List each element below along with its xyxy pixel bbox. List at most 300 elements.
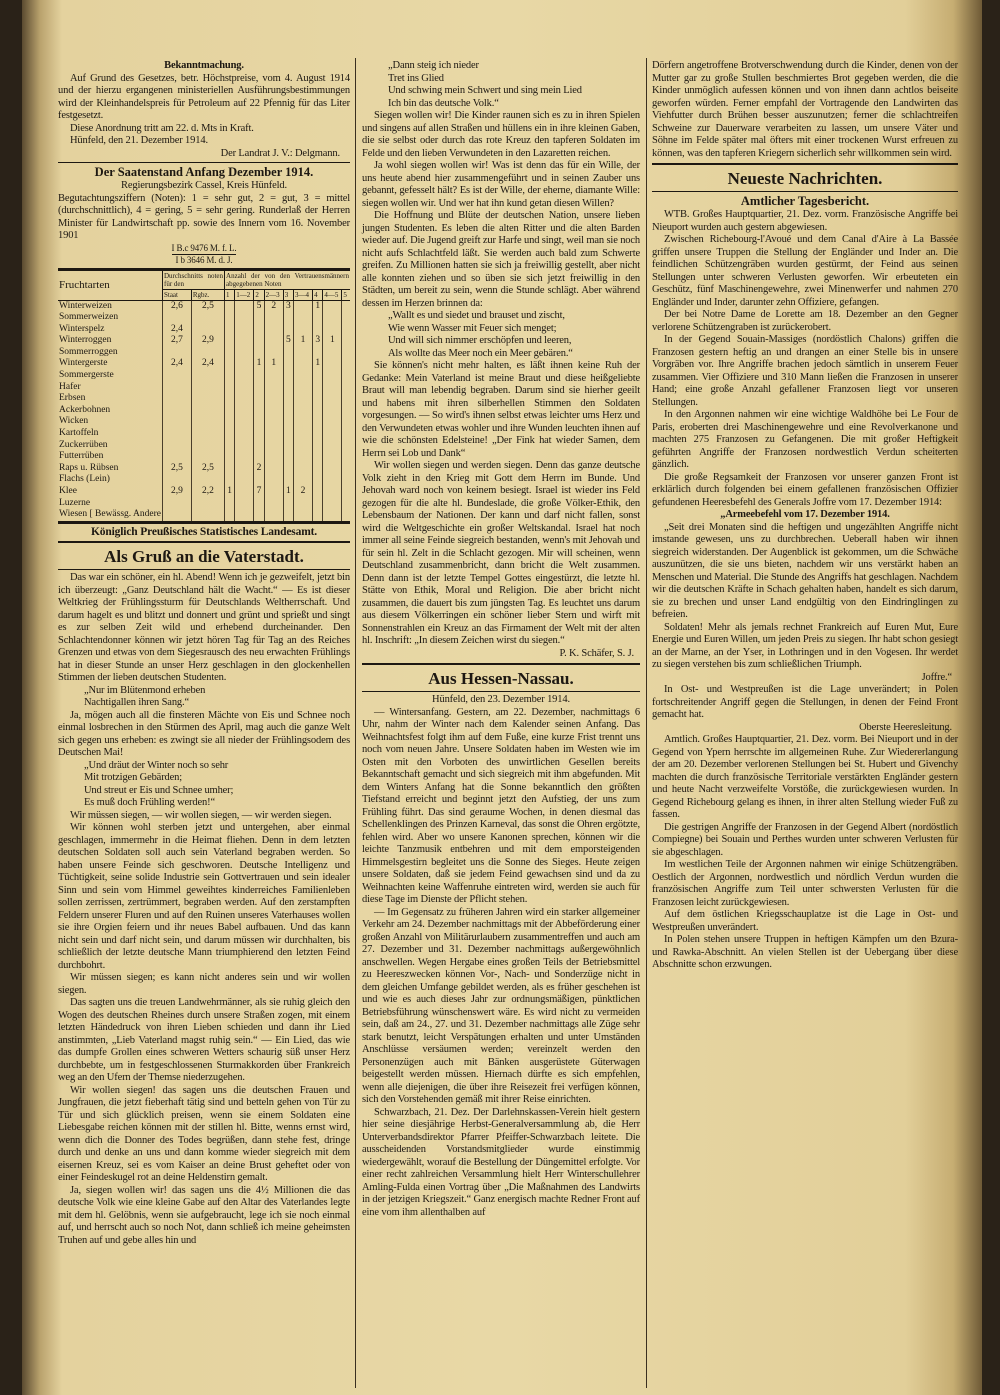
- cell-count: [323, 416, 342, 428]
- cell-count: [293, 428, 312, 440]
- paragraph: In der Gegend Souain-Massiges (nordöstlich Chalons) griffen die Franzosen gestern heftig an und drangen an einer Stelle bis in unsere Vorgräben vor. Ihre Angriffe brachen jedoch sämtlich in unserem Feuer zusammen. Vier Offiziere und 310 Mann ließen die Franzosen in unserer Hand; eine große Anzahl gefallener Franzosen liegt vor unseren Stellungen.: [652, 334, 958, 408]
- crop-name: Klee: [59, 486, 77, 496]
- cell-count: [235, 416, 254, 428]
- paragraph: Dörfern angetroffene Brotverschwendung durch die Kinder, denen von der Mutter gar zu große Stullen beschmiertes Brot gegeben werden, die die Kinder unmöglich aufessen können und von ihnen dann achtlos beiseite geworfen würden. Ferner empfahl der Vortragende den Landwirten das Viehfutter durch Brühen besser auszunutzen; ferner die schlachtreifen Schweine zur Dauerware verarbeiten zu lassen, um unsere Väter und Söhne im Felde später mal öfters mit einer trockenen Wurst erfreuen zu können, was den tapferen Kriegern sicherlich sehr willkommen sein wird.: [652, 60, 958, 159]
- cell-count: [313, 474, 323, 486]
- cell-count: [264, 382, 283, 394]
- cell-count: [235, 405, 254, 417]
- subheading: „Armeebefehl vom 17. Dezember 1914.: [720, 509, 890, 520]
- cell-staat: [162, 440, 191, 452]
- cell-count: [323, 358, 342, 370]
- cell-count: [342, 335, 350, 347]
- cell-count: [254, 440, 264, 452]
- cell-count: [264, 312, 283, 324]
- cell-count: 1: [313, 300, 323, 312]
- article-body-gruss-continued: [362, 60, 640, 660]
- cell-count: [225, 312, 235, 324]
- header-fruchtarten: Fruchtarten: [58, 269, 162, 300]
- cell-count: 7: [254, 486, 264, 498]
- poem-line: Wie wenn Wasser mit Feuer sich menget;: [388, 322, 557, 334]
- cell-count: [283, 358, 293, 370]
- cell-staat: [162, 393, 191, 405]
- cell-count: [283, 451, 293, 463]
- cell-rgbz: [191, 416, 224, 428]
- cell-count: [264, 486, 283, 498]
- cell-count: [323, 405, 342, 417]
- cell-count: [225, 451, 235, 463]
- paragraph: Auf dem östlichen Kriegsschauplatze ist die Lage in Ost- und Westpreußen unverändert.: [652, 909, 958, 933]
- cell-count: [225, 393, 235, 405]
- column-2: [362, 60, 640, 1219]
- poem-line: Und will sich nimmer erschöpfen und leeren,: [388, 335, 572, 346]
- cell-count: [235, 498, 254, 510]
- cell-count: [235, 335, 254, 347]
- cell-count: [323, 324, 342, 336]
- cell-count: [342, 382, 350, 394]
- cell-count: [313, 463, 323, 475]
- cell-count: [293, 393, 312, 405]
- table-row: [58, 498, 350, 510]
- poem-verse: [362, 310, 640, 360]
- table-row: [58, 428, 350, 440]
- bekanntmachung-body: Auf Grund des Gesetzes, betr. Höchstpreise, vom 4. August 1914 und der hierzu ergangenen ministeriellen Ausführungsbestimmungen wird der Kleinhandelspreis für Petroleum auf 22 Pfennig für das Liter festgesetzt.: [58, 72, 350, 121]
- crop-name: Raps u. Rübsen: [59, 462, 119, 473]
- cell-count: [293, 300, 312, 312]
- paragraph: Die große Regsamkeit der Franzosen vor unserer ganzen Front ist erklärlich durch folgenden bei einem gefallenen französischen Offizier gefundenen Heeresbefehl des Generals Joffre vom 17. Dezember 1914:: [652, 471, 958, 508]
- cell-count: [235, 324, 254, 336]
- paragraph: Das war ein schöner, ein hl. Abend! Wenn ich je gezweifelt, jetzt bin ich überzeugt: „Ganz Deutschland hält die Wacht.“ — Es ist dieser Weltkrieg der Frühlingssturm für Deutschlands Weltherrschaft. Und darum hagelt es und blitzt und donnert und grünt und sprießt und singt es zur selben Zeit wild und erhebend durcheinander. Den Schlachtendonner können wir jetzt hören Tag für Tag an des Reiches Grenzen und etwas von dem Siegesrausch des neu erwachten Frühlings hat in dieser Stunde an unser Herz geschlagen in den glockenhellen Stimmen der lieben deutschen Studenten.: [58, 572, 350, 684]
- cell-count: [342, 440, 350, 452]
- cell-count: 5: [283, 335, 293, 347]
- cell-count: [323, 509, 342, 522]
- paragraph: Wir können wohl sterben jetzt und untergehen, aber einmal geschlagen, immermehr in die Heimat fliehen. Denn in dem letzten deutschen Soldaten soll auch sein Vaterland begraben werden. So haben unsere Feinde sich geschworen. Deutsche Intelligenz und Tüchtigkeit, seine solide Industrie sein Gottvertrauen und sein idealer Sinn und sein vom Himmel geweihtes kinderreiches Familienleben sollen zerrissen, zertrümmert, begraben werden. Auf den zerstampften Feldern unserer Fluren und auf den Ruinen unseres Vaterhauses wollen sie ihre Orgien feiern und ihr neues Babel aufbauen. Und das kann nicht sein und darf nicht sein, und darum müssen wir durchhalten, bis schließlich der letzte deutsche Mann triumphierend den letzten Feind durchbohrt.: [58, 822, 350, 971]
- poem-line: Und streut er Eis und Schnee umher;: [84, 784, 234, 796]
- cell-count: [283, 393, 293, 405]
- cell-count: [293, 358, 312, 370]
- crop-name: Wintergerste: [59, 358, 108, 369]
- cell-count: [283, 416, 293, 428]
- cell-count: [313, 370, 323, 382]
- cell-count: [254, 474, 264, 486]
- cell-count: [313, 347, 323, 359]
- cell-count: [225, 509, 235, 522]
- crop-name: Luzerne: [59, 497, 91, 508]
- crop-name: Flachs (Lein): [59, 474, 110, 485]
- table-row: [58, 405, 350, 417]
- table-row: [58, 393, 350, 405]
- cell-count: [293, 324, 312, 336]
- paragraph: Soldaten! Mehr als jemals rechnet Frankreich auf Euren Mut, Eure Energie und Euren Willen, um jeden Preis zu siegen. Ihr habt schon gesiegt an der Marne, an der Yser, in Lothringen und in den Vogesen. Ihr werdet zu siegen verstehen bis zum schließlichen Triumph.: [652, 621, 958, 670]
- cell-rgbz: [191, 509, 224, 522]
- header-grade: 4—5: [323, 289, 342, 300]
- bekanntmachung-signature: Der Landrat J. V.: Delgmann.: [220, 147, 340, 159]
- cell-count: [254, 382, 264, 394]
- crop-name: Kartoffeln: [59, 428, 99, 439]
- table-row: [58, 347, 350, 359]
- cell-count: [342, 509, 350, 522]
- table-row: [58, 486, 350, 498]
- cell-count: [225, 440, 235, 452]
- cell-count: [323, 382, 342, 394]
- cell-count: [342, 416, 350, 428]
- cell-count: [313, 428, 323, 440]
- table-row: [58, 312, 350, 324]
- cell-count: [293, 463, 312, 475]
- cell-count: [225, 347, 235, 359]
- cell-count: [264, 370, 283, 382]
- cell-count: [225, 498, 235, 510]
- cell-count: [235, 509, 254, 522]
- table-row: [58, 358, 350, 370]
- cell-count: [254, 416, 264, 428]
- cell-count: [264, 347, 283, 359]
- poem-line: „Nur im Blütenmond erheben: [84, 684, 206, 696]
- cell-count: [293, 370, 312, 382]
- column-rule: [355, 58, 356, 1388]
- cell-count: [235, 474, 254, 486]
- cell-count: [254, 370, 264, 382]
- cell-count: [283, 324, 293, 336]
- cell-count: 1: [323, 335, 342, 347]
- cell-count: [225, 300, 235, 312]
- signature: Joffre.“: [921, 671, 952, 683]
- cell-count: [264, 509, 283, 522]
- crop-name: Erbsen: [59, 393, 86, 404]
- paragraph: Wir müssen siegen; es kann nicht anderes sein und wir wollen siegen.: [58, 972, 350, 996]
- table-row: [58, 335, 350, 347]
- cell-count: [342, 474, 350, 486]
- cell-count: [293, 312, 312, 324]
- cell-count: [235, 300, 254, 312]
- cell-count: [342, 405, 350, 417]
- cell-count: [283, 440, 293, 452]
- cell-count: [264, 416, 283, 428]
- cell-count: 3: [313, 335, 323, 347]
- cell-count: [235, 440, 254, 452]
- cell-rgbz: [191, 428, 224, 440]
- cell-count: [254, 312, 264, 324]
- section-body-news: [652, 209, 958, 972]
- header-grade: 2—3: [264, 289, 283, 300]
- paragraph: Ja wohl siegen wollen wir! Was ist denn das für ein Wille, der uns heute abend hier zusammengeführt und in seinen Zauber uns gebannt, gefesselt hält? Es ist der Wille, der eherne, diamante Wille: siegen wollen wir. Und wer hat ihn kund getan diesen Willen?: [362, 160, 640, 209]
- cell-staat: 2,9: [162, 486, 191, 498]
- cell-count: [313, 486, 323, 498]
- cell-count: [235, 393, 254, 405]
- paragraph: Zwischen Richebourg-l'Avoué und dem Canal d'Aire à La Bassée griffen unsere Truppen die Stellung der Engländer und Inder an. Die feindlichen Schützengräben wurden gestürmt, der Feind aus seinen Stellungen unter schweren Verlusten geworfen. Wir erbeuteten ein Geschütz, fünf Maschinengewehre, zwei Minenwerfer und nahmen 270 Engländer und Inder, darunter zehn Offiziere, gefangen.: [652, 234, 958, 308]
- poem-line: Tret ins Glied: [388, 72, 444, 84]
- cell-count: [225, 358, 235, 370]
- cell-rgbz: [191, 440, 224, 452]
- paragraph: Die gestrigen Angriffe der Franzosen in der Gegend Albert (nordöstlich Compiegne) bei Souain und Perthes wurden unter schweren Verlusten für sie abgeschlagen.: [652, 821, 958, 858]
- cell-count: 2: [293, 486, 312, 498]
- cell-count: [342, 498, 350, 510]
- saatenstand-reference: I B.c 9476 M. f. L. I b 3646 M. d. J.: [171, 242, 237, 265]
- poem-line: „Dann steig ich nieder: [388, 60, 479, 71]
- cell-rgbz: 2,5: [191, 463, 224, 475]
- cell-rgbz: 2,4: [191, 358, 224, 370]
- bekanntmachung-date: Hünfeld, den 21. Dezember 1914.: [70, 135, 208, 146]
- cell-count: [225, 405, 235, 417]
- paragraph: Im westlichen Teile der Argonnen nahmen wir einige Schützengräben. Oestlich der Argonnen, nordwestlich und nördlich Verdun wurden die französischen Angriffe zum Teil unter schwersten Verlusten für die Franzosen leicht zurückgewiesen.: [652, 859, 958, 908]
- header-grade: 4: [313, 289, 323, 300]
- divider: [652, 163, 958, 165]
- cell-count: [225, 335, 235, 347]
- divider: [58, 569, 350, 570]
- poem-line: Als wollte das Meer noch ein Meer gebären.“: [388, 347, 573, 359]
- cell-rgbz: [191, 393, 224, 405]
- table-row: [58, 324, 350, 336]
- cell-rgbz: [191, 451, 224, 463]
- cell-count: [313, 451, 323, 463]
- table-row: [58, 370, 350, 382]
- poem-verse: [58, 685, 350, 710]
- header-grade: 5: [342, 289, 350, 300]
- cell-count: [342, 312, 350, 324]
- cell-rgbz: [191, 347, 224, 359]
- saatenstand-table: [58, 268, 350, 524]
- signature: P. K. Schäfer, S. J.: [559, 647, 634, 659]
- cell-count: [283, 312, 293, 324]
- paragraph: Wir müssen siegen, — wir wollen siegen, — wir werden siegen.: [70, 809, 332, 821]
- cell-rgbz: [191, 324, 224, 336]
- cell-count: [225, 370, 235, 382]
- table-row: [58, 382, 350, 394]
- section-title-hessen: Aus Hessen-Nassau.: [428, 669, 574, 688]
- poem-line: Ich bin das deutsche Volk.“: [388, 97, 499, 109]
- cell-staat: [162, 509, 191, 522]
- cell-rgbz: [191, 498, 224, 510]
- saatenstand-region: Regierungsbezirk Cassel, Kreis Hünfeld.: [121, 180, 287, 191]
- cell-staat: 2,6: [162, 300, 191, 312]
- cell-count: [264, 440, 283, 452]
- cell-count: 1: [254, 358, 264, 370]
- crop-name: Winterweizen: [59, 300, 112, 311]
- cell-staat: [162, 405, 191, 417]
- cell-count: [283, 370, 293, 382]
- paragraph: Schwarzbach, 21. Dez. Der Darlehnskassen-Verein hielt gestern hier seine diesjährige Herbst-Generalversammlung ab, die Herr Unterverbandsdirektor Pfarrer Pfeiffer-Schwarzbach leitete. Die ausscheidenden Vorstandsmitglieder wurde einstimmig wiedergewählt, worauf die Bestellung der Düngemittel erfolgte. Vor einer recht zahlreichen Versammlung hielt Herr Winterschullehrer Amling-Fulda einen Vortrag über „Die Maßnahmen des Landwirts in der jetzigen Kriegszeit.“ Ganz energisch machte Redner Front auf eine vom ihm allenthalben auf: [362, 1106, 640, 1218]
- header-grade: 2: [254, 289, 264, 300]
- cell-count: [342, 324, 350, 336]
- crop-name: Sommergerste: [59, 370, 114, 381]
- paragraph: WTB. Großes Hauptquartier, 21. Dez. vorm. Französische Angriffe bei Nieuport wurden auch gestern abgewiesen.: [652, 209, 958, 233]
- table-row: [58, 416, 350, 428]
- cell-count: [235, 312, 254, 324]
- cell-count: [254, 347, 264, 359]
- cell-count: [323, 486, 342, 498]
- cell-count: [235, 370, 254, 382]
- cell-count: [293, 347, 312, 359]
- crop-name: Ackerbohnen: [59, 404, 111, 415]
- header-rgbz: Rgbz.: [191, 289, 224, 300]
- cell-count: [342, 370, 350, 382]
- cell-count: [264, 474, 283, 486]
- cell-count: [323, 498, 342, 510]
- cell-count: [254, 428, 264, 440]
- cell-count: [342, 451, 350, 463]
- cell-count: [225, 416, 235, 428]
- cell-count: 5: [254, 300, 264, 312]
- cell-count: 1: [283, 486, 293, 498]
- news-subtitle: Amtlicher Tagesbericht.: [740, 194, 870, 208]
- header-grade: 1: [225, 289, 235, 300]
- poem-line: Mit trotzigen Gebärden;: [84, 772, 183, 784]
- cell-count: [313, 393, 323, 405]
- section-title-news: Neueste Nachrichten.: [727, 169, 883, 188]
- section-body-hessen-continued: [652, 60, 958, 160]
- header-staat: Staat: [162, 289, 191, 300]
- cell-count: [323, 370, 342, 382]
- cell-count: [283, 347, 293, 359]
- cell-staat: [162, 347, 191, 359]
- divider: [58, 162, 350, 163]
- paragraph: In den Argonnen nahmen wir eine wichtige Waldhöhe bei Le Four de Paris, eroberten drei Maschinengewehre und eine Revolverkanone und machten 275 Franzosen zu Gefangenen. Die mit großer Heftigkeit geführten Angriffe der Franzosen nordwestlich Verdun scheiterten gänzlich.: [652, 409, 958, 470]
- cell-count: [323, 312, 342, 324]
- cell-count: [342, 347, 350, 359]
- paragraph: Ja, mögen auch all die finsteren Mächte von Eis und Schnee noch einmal losbrechen in den Stürmen des April, mag auch die ganze Welt sich gegen uns erheben: es zwingt sie all nieder der Frühlingsodem des Deutschen Mai!: [58, 709, 350, 759]
- cell-count: [313, 416, 323, 428]
- cell-count: [342, 463, 350, 475]
- cell-count: [235, 428, 254, 440]
- cell-count: [235, 358, 254, 370]
- poem-line: Und schwing mein Schwert und sing mein Lied: [388, 85, 582, 96]
- cell-staat: [162, 416, 191, 428]
- divider: [362, 691, 640, 692]
- cell-count: [323, 440, 342, 452]
- cell-count: [313, 382, 323, 394]
- cell-count: [342, 428, 350, 440]
- paragraph: Wir wollen siegen und werden siegen. Denn das ganze deutsche Volk zieht in den Krieg mit Gott dem Herrn im Bunde. Und Jehovah ward noch von keinem besiegt. Israel ist wieder ins Feld gezogen für die alte hl. Bundeslade, die große Völker-Ethik, den Lebensbaum der Nationen. Der kann und darf nicht fallen, sonst wird die Weltgeschichte ein großer Weltskandal. Israel hat noch immer all seine Feinde siegreich bestanden, wenn's mit Jehovah und für sein hl. Zelt in die Schlacht gezogen. Mir will scheinen, wenn Deutschland zusammenbricht, dann bricht die Welt zusammen. Denn dann ist der letzte Tempel Gottes eingestürzt, die letzte hl. Stätte von Ethik, Moral und Religion. Die aber bricht nicht zusammen, die dauert bis zum jüngsten Tag. Es leuchtet uns darum aus diesem Völkerringen ein schöner lieber Stern und wirft mit Sonnenstrahlen ein Kreuz an das Firmament der Welt mit der alten hl. Inschrift: „In diesem Zeichen wirst du siegen.“: [362, 460, 640, 646]
- paragraph: Der bei Notre Dame de Lorette am 18. Dezember an den Gegner verlorene Schützengraben ist zurückerobert.: [652, 309, 958, 333]
- paragraph: Die Hoffnung und Blüte der deutschen Nation, unsere lieben jungen Studenten. Es leben die alten Ritter und die alten Barden wieder auf. Die Jugend greift zur Harfe und singt, weil man sie noch nicht aufs Schlachtfeld läßt. Sie werden auch bald zum Schwerte greifen. Zu Millionen hatten sie sich ja freiwillig gestellt, aber nicht alle konnten ziehen und so üben sie sich jetzt freiwillig in den Städten, um bereit zu sein, wenn die Stunde schlägt. Aber während dessen im Herzen brinnen da:: [362, 210, 640, 309]
- cell-count: [293, 416, 312, 428]
- cell-count: 1: [293, 335, 312, 347]
- cell-count: [313, 440, 323, 452]
- cell-rgbz: 2,5: [191, 300, 224, 312]
- divider: [362, 663, 640, 665]
- paragraph: Siegen wollen wir! Die Kinder raunen sich es zu in ihren Spielen und singens auf allen Straßen und hüllens ein in ihre kleinen Gaben, die sie selbst oder durch das rote Kreuz den tapferen Soldaten im Felde und den lieben Verwundeten in den Lazaretten reichen.: [362, 110, 640, 159]
- cell-count: 1: [225, 486, 235, 498]
- cell-staat: 2,4: [162, 324, 191, 336]
- dateline: Hünfeld, den 23. Dezember 1914.: [432, 694, 570, 705]
- table-row: [58, 509, 350, 522]
- cell-count: [323, 451, 342, 463]
- cell-staat: 2,7: [162, 335, 191, 347]
- header-grade: 1—2: [235, 289, 254, 300]
- cell-count: [313, 324, 323, 336]
- cell-staat: [162, 474, 191, 486]
- crop-name: Sommerroggen: [59, 346, 118, 357]
- cell-count: [313, 509, 323, 522]
- crop-name: Wicken: [59, 416, 89, 427]
- cell-count: [342, 393, 350, 405]
- paragraph: — Im Gegensatz zu früheren Jahren wird ein starker allgemeiner Verkehr am 24. Dezember nachmittags mit der Abbeförderung einer großen Anzahl von Militärurlaubern zusammentreffen und auch am 27. Dezember und 31. Dezember nachmittags außergewöhnlich anschwellen. Wegen Hergabe eines großen Teils der Betriebsmittel zu Heereszwecken können Vor-, Nach- und Sonderzüge nicht in dem gleichen Umfange gebildet werden, als es früher geschehen ist und wie es auch dieses Jahr zur ordnungsmäßigen, pünktlichen Betriebsführung wünschenswert wäre. Es wird nicht zu vermeiden sein, daß am 24., 27. und 31. Dezember nachmittags alle Züge sehr stark benutzt, leicht Verspätungen erhalten und unter Umständen Anschlüsse versäumen werden; vereinzelt werden den Personenzügen auch mit Bänken ausgerüstete Güterwagen beigestellt werden müssen. Hiernach dürfte es sich empfehlen, wenn alle diejenigen, die über ihre Reisezeit frei verfügen können, sich den Vorstehenden gemäß mit ihrer Reise einrichten.: [362, 906, 640, 1105]
- crop-name: Sommerweizen: [59, 312, 119, 323]
- cell-count: 1: [264, 358, 283, 370]
- poem-verse: [362, 60, 640, 110]
- cell-count: [342, 300, 350, 312]
- cell-count: [323, 428, 342, 440]
- cell-count: [283, 509, 293, 522]
- article-body-gruss: [58, 572, 350, 1247]
- cell-count: [235, 486, 254, 498]
- cell-count: [235, 382, 254, 394]
- cell-rgbz: [191, 382, 224, 394]
- paragraph: Amtlich. Großes Hauptquartier, 21. Dez. vorm. Bei Nieuport und in der Gegend von Ypern herrschte im allgemeinen Ruhe. Zur Wiedererlangung der am 20. Dezember verlorenen Stellungen bei St. Hubert und Givenchy machten die durch französische Territoriale verstärkten Engländer gestern und heute Nacht verzweifelte Vorstöße, die zurückgewiesen wurden. In Gegend Richebourg gelang es ihnen, in ihrer alten Stellung wieder Fuß zu fassen.: [652, 734, 958, 820]
- paragraph: In Polen stehen unsere Truppen in heftigen Kämpfen um den Bzura- und Rawka-Abschnitt. An vielen Stellen ist der Uebergang über diese Abschnitte schon erzwungen.: [652, 934, 958, 970]
- cell-count: [323, 347, 342, 359]
- cell-count: 1: [313, 358, 323, 370]
- cell-count: 2: [264, 300, 283, 312]
- cell-count: [264, 428, 283, 440]
- cell-rgbz: [191, 474, 224, 486]
- crop-name: Hafer: [59, 381, 81, 392]
- cell-staat: 2,5: [162, 463, 191, 475]
- article-title-gruss: Als Gruß an die Vaterstadt.: [104, 547, 304, 567]
- cell-staat: [162, 428, 191, 440]
- cell-count: [283, 405, 293, 417]
- paragraph: Sie können's nicht mehr halten, es läßt ihnen keine Ruh der Gedanke: Mein Vaterland ist meine Braut und diese heißgeliebte Braut will man lebendig begraben. Darum sind sie hierher geeilt und habens mit ihren silberhellen Stimmen den Soldaten vorgesungen. — So wird's ihnen selbst etwas leichter ums Herz und den Verwundeten etwas wohler und ihre Wunden leuchten ihnen auf wie die schönsten Edelsteine! „Der Fink hat wieder Samen, dem Herrn sei Lob und Dank“: [362, 360, 640, 459]
- header-grade: 3—4: [293, 289, 312, 300]
- cell-count: [313, 312, 323, 324]
- paragraph: — Wintersanfang. Gestern, am 22. Dezember, nachmittags 6 Uhr, nahm der Winter nach dem Kalender seinen Anfang. Das Weihnachtsfest folgt ihm auf dem Fuße, eine kurze Frist trennt uns noch vom neuen Jahre. Unsere Soldaten haben im Westen wie im Osten mit den Vorboten des unwirtlichen Gesellen bereits Bekanntschaft gemacht und sich siegreich mit ihm abgefunden. Mit dem Winters Anfang hat die Sonne bekanntlich den größten Tiefstand erreicht und beginnt jetzt den Aufstieg, der uns zum Frühling führt. Das sind geraume Wochen, in denen diesmal das Schellenklingen des Prinzen Karneval, das sonst die Ohren ergötzte, fehlen wird. Aber wo unsere Kanonen sprechen, können wir die leichte Tanzmusik entbehren und mit dem emporsteigenden Himmelsgestirn begleitet uns die Sonne des Sieges. Heute zeigen unsere Soldaten, daß sie jedem Feind gewachsen sind und da zu Weihnachten keine Waffenruhe eintreten wird, werden sie auch für diese Tage im Dienste der Pflicht stehen.: [362, 706, 640, 905]
- header-durchschnitt: Durchschnitts noten für den: [162, 269, 224, 289]
- poem-line: „Wallt es und siedet und brauset und zischt,: [388, 310, 565, 321]
- cell-rgbz: 2,2: [191, 486, 224, 498]
- cell-count: [283, 498, 293, 510]
- cell-count: [254, 393, 264, 405]
- cell-count: [293, 474, 312, 486]
- cell-count: [254, 405, 264, 417]
- cell-staat: [162, 312, 191, 324]
- cell-rgbz: [191, 312, 224, 324]
- cell-staat: [162, 451, 191, 463]
- paragraph: Ja, siegen wollen wir! das sagen uns die 4½ Millionen die das deutsche Volk wie eine kleine Gabe auf den Altar des Vaterlandes legte mit dem hl. Gelöbnis, wenn sie aufgebraucht, lege ich sie noch einmal auf, und herrscht auch so noch Not, dann schließ ich meine geheimsten Truhen auf und gebe alles hin und: [58, 1184, 350, 1246]
- cell-count: [293, 382, 312, 394]
- paragraph: In Ost- und Westpreußen ist die Lage unverändert; in Polen fortschreitender Angriff gegen die Stellungen, in denen der Feind Front gemacht hat.: [652, 684, 958, 720]
- table-footer: Königlich Preußisches Statistisches Landesamt.: [90, 525, 318, 538]
- header-anzahl: Anzahl der von den Vertrauensmännern abgegebenen Noten: [225, 269, 350, 289]
- table-row: [58, 463, 350, 475]
- cell-count: [313, 405, 323, 417]
- crop-name: Winterroggen: [59, 335, 112, 346]
- cell-count: [264, 405, 283, 417]
- cell-count: [254, 498, 264, 510]
- cell-count: [225, 382, 235, 394]
- table-row: [58, 451, 350, 463]
- poem-line: Es muß doch Frühling werden!“: [84, 797, 215, 809]
- cell-count: [323, 474, 342, 486]
- cell-count: [323, 300, 342, 312]
- cell-count: [293, 451, 312, 463]
- cell-count: [254, 451, 264, 463]
- cell-count: [293, 440, 312, 452]
- cell-count: [264, 393, 283, 405]
- divider: [652, 191, 958, 192]
- cell-count: [264, 463, 283, 475]
- column-1: [58, 60, 350, 1247]
- cell-count: [254, 335, 264, 347]
- cell-count: [283, 382, 293, 394]
- paragraph: Das sagten uns die treuen Landwehrmänner, als sie ruhig gleich den Wogen des deutschen Rheines durch unsere Straßen zogen, mit einem letzten Händedruck von ihren Lieben schieden und dann ihr Lied anstimmten, „Lieb Vaterland magst ruhig sein.“ — Ein Lied, das wie das dumpfe Grollen eines schweren Wetters schaurig süß unser Herz durchbebte, um in festgeschlossenen Sturmakkorden über Frankreich weg an den Ufern der Themse niederzugehen.: [58, 997, 350, 1084]
- crop-name: Wiesen [ Bewässg. Andere: [59, 509, 161, 520]
- poem-line: Nachtigallen ihren Sang.“: [84, 697, 190, 709]
- saatenstand-legend: Begutachtungsziffern (Noten): 1 = sehr gut, 2 = gut, 3 = mittel (durchschnittlich), 4 = gering, 5 = sehr gering. Runderlaß der Herren Minister für Landwirtschaft pp. sowie des Innern vom 16. November 1901: [58, 192, 350, 241]
- bekanntmachung-line: Diese Anordnung tritt am 22. d. Mts in Kraft.: [70, 122, 254, 134]
- cell-count: [225, 463, 235, 475]
- cell-count: [254, 509, 264, 522]
- cell-count: [235, 347, 254, 359]
- bekanntmachung-title: Bekanntmachung.: [164, 60, 244, 71]
